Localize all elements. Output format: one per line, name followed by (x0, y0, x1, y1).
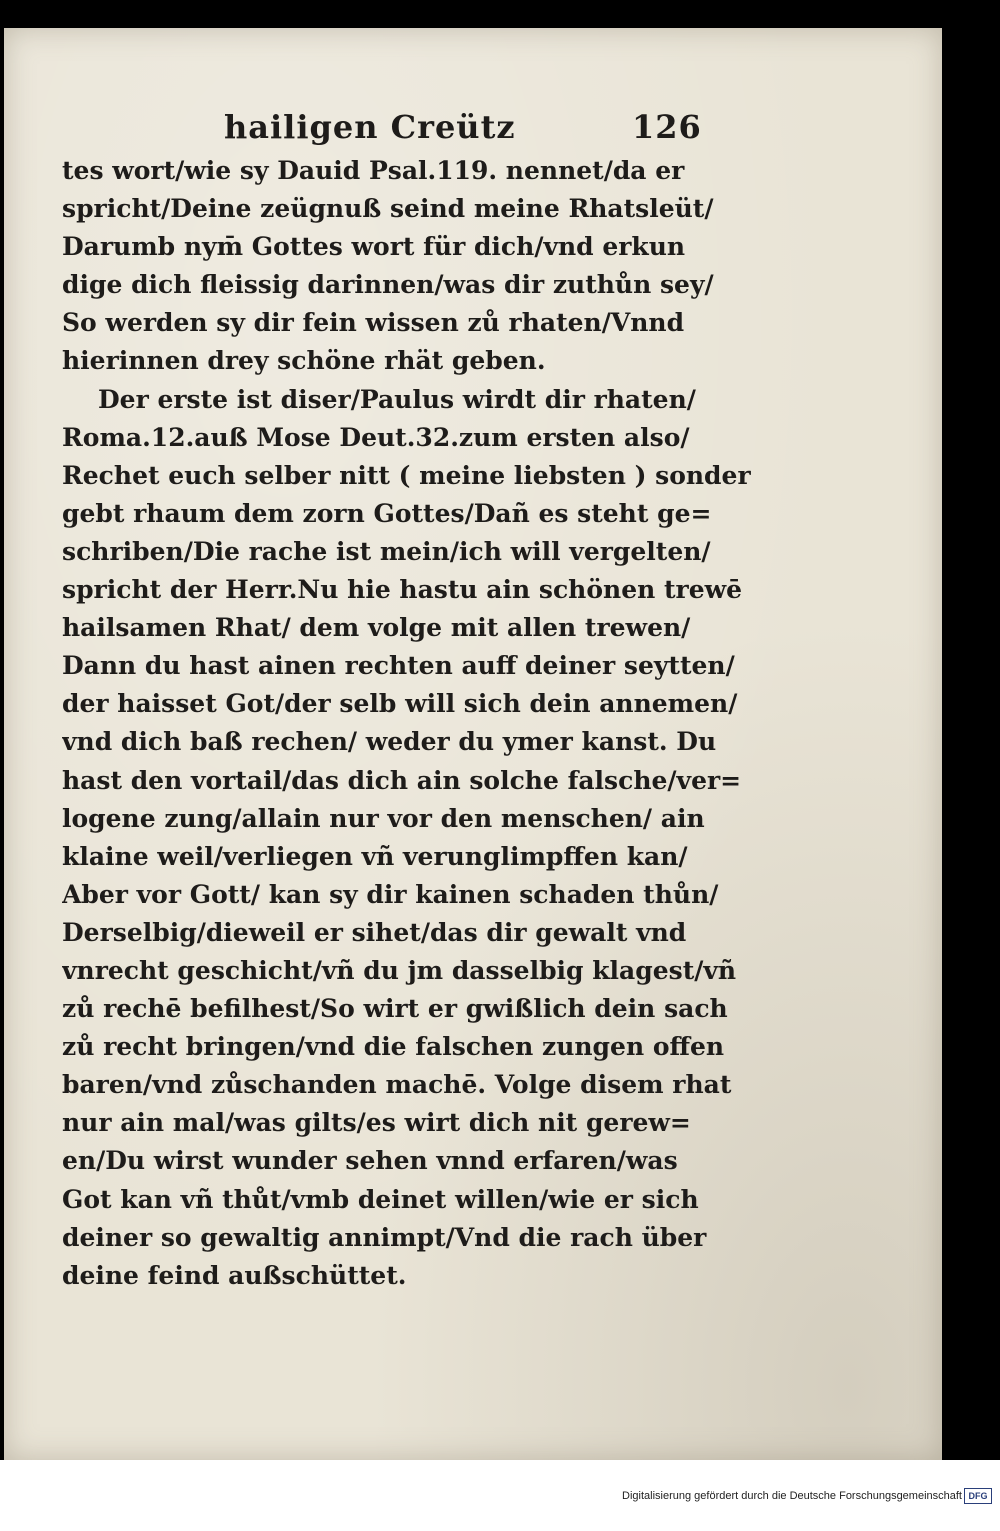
text-line: dige dich fleissig darinnen/was dir zuthůn sey/ (62, 270, 714, 300)
text-line: Rechet euch selber nitt ( meine liebsten ) sonder (62, 460, 751, 490)
text-line: hast den vortail/das dich ain solche falsche/ver= (62, 765, 742, 795)
text-line: Got kan vñ thůt/vmb deinet willen/wie er sich (62, 1184, 699, 1214)
text-line: nur ain mal/was gilts/es wirt dich nit gerew= (62, 1108, 691, 1138)
text-line: Darumb nym̄ Gottes wort für dich/vnd erkun (62, 232, 686, 262)
text-block (62, 152, 782, 1295)
running-title: hailigen Creütz (224, 108, 516, 146)
text-line: der haisset Got/der selb will sich dein annemen/ (62, 689, 738, 719)
running-header (4, 108, 942, 148)
text-line: vnrecht geschicht/vñ du jm dasselbig klagest/vñ (62, 955, 737, 985)
text-line: Der erste ist diser/Paulus wirdt dir rhaten/ (98, 384, 696, 414)
text-line: zů rechē befilhest/So wirt er gwißlich dein sach (62, 994, 728, 1024)
text-line: hailsamen Rhat/ dem volge mit allen trewen/ (62, 613, 691, 643)
text-line: vnd dich baß rechen/ weder du ymer kanst. Du (62, 727, 717, 757)
text-line: Derselbig/dieweil er sihet/das dir gewalt vnd (62, 917, 687, 947)
text-line: tes wort/wie sy Dauid Psal.119. nennet/da er (62, 156, 685, 185)
text-line: gebt rhaum dem zorn Gottes/Dañ es steht ge= (62, 498, 712, 528)
book-page (4, 28, 942, 1460)
text-line: logene zung/allain nur vor den menschen/ ain (62, 803, 705, 833)
text-line: spricht/Deine zeügnuß seind meine Rhatsleüt/ (62, 194, 714, 224)
text-line: hierinnen drey schöne rhät geben. (62, 346, 546, 376)
footer-bar (0, 1460, 1000, 1531)
text-line: baren/vnd zůschanden machē. Volge disem rhat (62, 1070, 732, 1100)
text-line: en/Du wirst wunder sehen vnnd erfaren/was (62, 1146, 678, 1176)
text-line: deine feind außschüttet. (62, 1260, 407, 1290)
page-number: 126 (632, 108, 702, 146)
text-line: Dann du hast ainen rechten auff deiner seytten/ (62, 651, 735, 681)
text-line: Roma.12.auß Mose Deut.32.zum ersten also/ (62, 422, 690, 452)
dfg-logo-icon: DFG (964, 1488, 992, 1504)
funding-credit: Digitalisierung gefördert durch die Deutsche Forschungsgemeinschaft (622, 1490, 962, 1502)
text-line: spricht der Herr.Nu hie hastu ain schönen trewē (62, 575, 743, 605)
text-line: klaine weil/verliegen vñ verunglimpffen kan/ (62, 841, 688, 871)
text-line: So werden sy dir fein wissen zů rhaten/Vnnd (62, 308, 685, 338)
text-line: schriben/Die rache ist mein/ich will vergelten/ (62, 536, 711, 566)
text-line: deiner so gewaltig annimpt/Vnd die rach über (62, 1222, 707, 1252)
text-line: zů recht bringen/vnd die falschen zungen offen (62, 1032, 725, 1062)
text-line: Aber vor Gott/ kan sy dir kainen schaden thůn/ (62, 879, 719, 909)
